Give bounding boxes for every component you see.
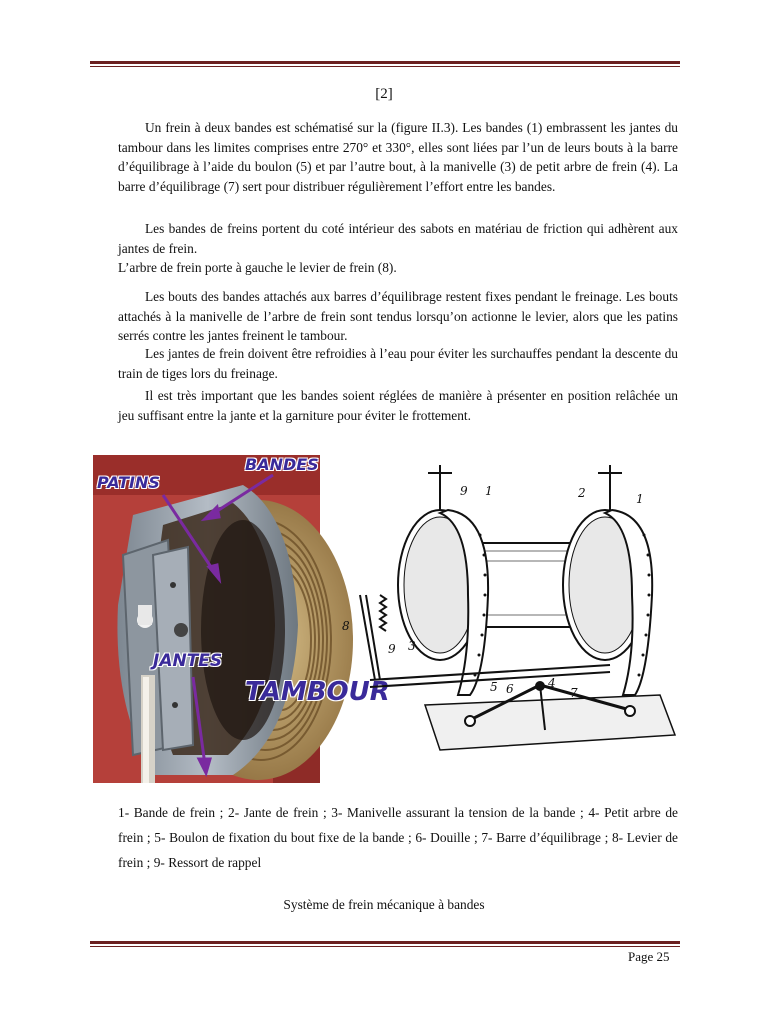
paragraph-4-text: Les jantes de frein doivent être refroidies à l’eau pour éviter les surchauffes pendant la descente du train de tiges lors du freinage. xyxy=(118,346,678,381)
label-tambour: TAMBOUR xyxy=(245,677,390,707)
diagram-number-3: 3 xyxy=(408,639,416,653)
brake-drum-photo xyxy=(93,455,390,783)
paragraph-3-text: Les bouts des bandes attachés aux barres d’équilibrage restent fixes pendant le freinage. Les bouts attachés à la manivelle de l’arbre de frein sont tendus lorsqu’on actionne le levier, alors que les patins serrés contre les jantes freinent le tambour. xyxy=(118,289,678,344)
reference-marker: [2] xyxy=(375,86,393,102)
footer-rule xyxy=(90,941,680,947)
label-bandes: BANDES xyxy=(245,455,319,474)
label-jantes: JANTES xyxy=(153,651,223,671)
diagram-number-4: 4 xyxy=(548,676,556,690)
diagram-number-6: 6 xyxy=(506,682,514,696)
paragraph-5-text: Il est très important que les bandes soient réglées de manière à présenter en position relâchée un jeu suffisant entre la jante et la garniture pour éviter le frottement. xyxy=(118,388,678,423)
paragraph-3 xyxy=(118,287,678,346)
page-number: Page 25 xyxy=(628,949,670,964)
figure-legend: 1- Bande de frein ; 2- Jante de frein ; 3- Manivelle assurant la tension de la bande ; 4- Petit arbre de frein ; 5- Boulon de fixation du bout fixe de la bande ; 6- Douille ; 7- Barre d’équilibrage ; 8- Levier de frein ; 9- Ressort de rappel xyxy=(118,805,678,870)
diagram-number-7: 7 xyxy=(570,686,578,700)
diagram-number-8: 8 xyxy=(342,619,350,633)
diagram-number-5: 5 xyxy=(490,680,498,694)
winch-drawing xyxy=(330,455,680,775)
paragraph-1-text: Un frein à deux bandes est schématisé sur la (figure II.3). Les bandes (1) embrassent les jantes du tambour dans les limites comprises entre 270° et 330°, elles sont liées par l’un de leurs bouts à la barre d’équilibrage à l’aide du boulon (5) et par l’autre bout, à la manivelle (3) de petit arbre de frein (4). La barre d’équilibrage (7) sert pour distribuer régulièrement l’effort entre les bandes. xyxy=(118,120,678,194)
figure-caption: Système de frein mécanique à bandes xyxy=(283,897,485,912)
paragraph-2-text: Les bandes de freins portent du coté intérieur des sabots en matériau de friction qui adhèrent aux jantes de frein. xyxy=(118,221,678,256)
paragraph-2 xyxy=(118,219,678,278)
header-rule xyxy=(90,61,680,67)
diagram-number-9b: 9 xyxy=(460,484,468,498)
paragraph-4 xyxy=(118,344,678,383)
paragraph-1 xyxy=(118,118,678,196)
diagram-number-2: 2 xyxy=(578,486,586,500)
brake-drum-illustration xyxy=(93,455,320,783)
label-patins: PATINS xyxy=(97,473,160,492)
brake-mechanism-diagram xyxy=(330,455,680,775)
diagram-number-1: 1 xyxy=(485,484,493,498)
diagram-number-9: 9 xyxy=(388,642,396,656)
diagram-number-1b: 1 xyxy=(636,492,644,506)
paragraph-5 xyxy=(118,386,678,425)
paragraph-2-line: L’arbre de frein porte à gauche le levier de frein (8). xyxy=(118,260,397,276)
